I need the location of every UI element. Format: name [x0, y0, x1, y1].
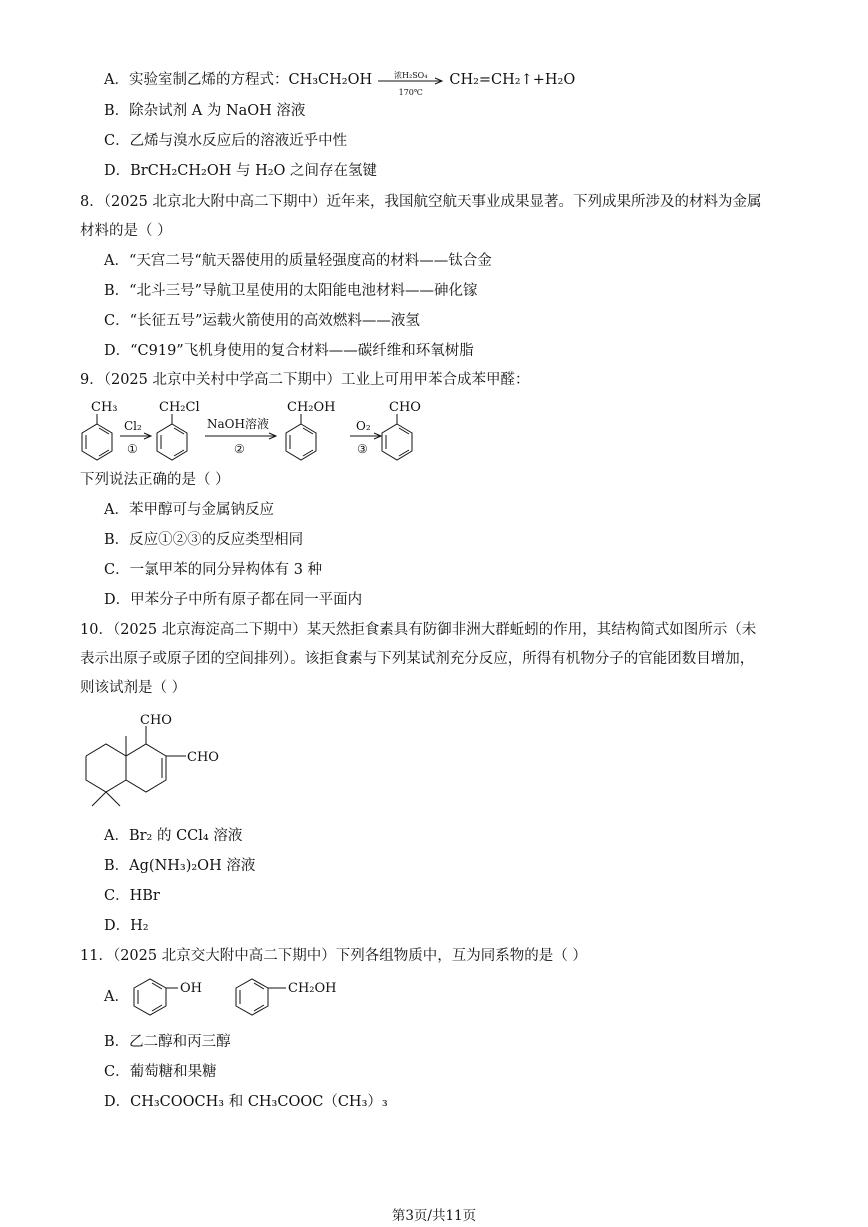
substituent-ch3: CH₃	[91, 400, 118, 415]
q11-option-c: C．葡萄糖和果糖	[104, 1064, 217, 1080]
gem-dimethyl-bond-2	[106, 792, 120, 806]
q9-stem: 9．（2025 北京中关村中学高二下期中）工业上可用甲苯合成苯甲醛：	[80, 372, 530, 388]
decalin-right-ring	[126, 744, 166, 792]
q10-option-a: A．Br₂ 的 CCl₄ 溶液	[104, 828, 243, 844]
q11-option-a-label: A．	[104, 989, 129, 1005]
benzene-ring-toluene	[82, 414, 112, 460]
q8-stem-line2: 材料的是（ ）	[80, 223, 172, 239]
q8-option-a: A．“天宫二号“航天器使用的质量轻强度高的材料——钛合金	[104, 253, 492, 269]
aldehyde-group-2: CHO	[187, 750, 219, 765]
q9-option-a: A．苯甲醇可与金属钠反应	[104, 502, 274, 518]
q7-reactant: CH₃CH₂OH	[288, 72, 373, 88]
q10-option-b: B．Ag(NH₃)₂OH 溶液	[104, 858, 256, 874]
benzene-ring-benzyl-chloride	[157, 414, 187, 460]
q10-option-d: D．H₂	[104, 918, 149, 934]
benzene-ring-benzaldehyde	[382, 414, 412, 460]
q7-option-d: D．BrCH₂CH₂OH 与 H₂O 之间存在氢键	[104, 163, 378, 179]
reaction-arrow	[377, 70, 445, 97]
q11-option-d: D．CH₃COOCH₃ 和 CH₃COOC（CH₃）₃	[104, 1094, 388, 1110]
substituent-cho: CHO	[389, 400, 421, 415]
page-footer: 第3页/共11页	[391, 1208, 477, 1224]
q11-stem: 11．（2025 北京交大附中高二下期中）下列各组物质中，互为同系物的是（ ）	[80, 948, 587, 964]
benzene-ring-phenol	[134, 979, 178, 1015]
q8-stem-line1: 8．（2025 北京北大附中高二下期中）近年来，我国航空航天事业成果显著。下列成果所涉及的材料为金属	[80, 194, 762, 210]
q8-option-d: D．“C919”飞机身使用的复合材料——碳纤维和环氧树脂	[104, 343, 474, 359]
substituent-ch2cl: CH₂Cl	[159, 400, 200, 415]
arrow-cond-top: 浓H₂SO₄	[394, 71, 428, 80]
substituent-ch2oh: CH₂OH	[287, 400, 336, 415]
benzene-ring-benzyl-alcohol	[236, 979, 286, 1015]
q10-option-c: C．HBr	[104, 888, 160, 904]
q7-product: CH₂=CH₂↑+H₂O	[449, 72, 576, 88]
q10-stem-line1: 10．（2025 北京海淀高二下期中）某天然拒食素具有防御非洲大群蚯蚓的作用，其结构简式如图所示（未	[80, 622, 757, 638]
q9-option-c: C．一氯甲苯的同分异构体有 3 种	[104, 562, 323, 578]
benzene-ring-benzyl-alcohol	[286, 414, 316, 460]
q10-stem-line2: 表示出原子或原子团的空间排列）。该拒食素与下列某试剂充分反应，所得有机物分子的官能团数目增加，	[80, 651, 755, 667]
q9-option-b: B．反应①②③的反应类型相同	[104, 532, 304, 548]
q9-option-d: D．甲苯分子中所有原子都在同一平面内	[104, 592, 363, 608]
q8-option-c: C．“长征五号”运载火箭使用的高效燃料——液氢	[104, 313, 420, 329]
q8-option-b: B．“北斗三号”导航卫星使用的太阳能电池材料——砷化镓	[104, 283, 478, 299]
q10-structure	[78, 706, 248, 820]
step-1: ①	[127, 442, 138, 456]
reagent-2: NaOH溶液	[207, 417, 269, 431]
step-3: ③	[357, 442, 368, 456]
decalin-left-ring	[86, 744, 126, 792]
aldehyde-group-1: CHO	[140, 713, 172, 728]
gem-dimethyl-bond-1	[92, 792, 106, 806]
q7-option-a	[104, 70, 576, 97]
q9-reaction-scheme	[78, 394, 438, 468]
q11-option-a-structures	[128, 970, 358, 1030]
q10-stem-line3: 则该试剂是（ ）	[80, 680, 187, 696]
reagent-3: O₂	[356, 419, 371, 433]
reagent-1: Cl₂	[124, 419, 142, 433]
hydroxyl-group: OH	[180, 981, 202, 996]
q7-option-b: B．除杂试剂 A 为 NaOH 溶液	[104, 103, 306, 119]
q7-option-a-label: A．实验室制乙烯的方程式：	[104, 72, 289, 88]
q11-option-b: B．乙二醇和丙三醇	[104, 1034, 231, 1050]
arrow-cond-bottom: 170℃	[398, 88, 423, 97]
q7-option-c: C．乙烯与溴水反应后的溶液近乎中性	[104, 133, 348, 149]
q9-ask: 下列说法正确的是（ ）	[80, 472, 230, 488]
hydroxymethyl-group: CH₂OH	[288, 981, 337, 996]
step-2: ②	[234, 442, 245, 456]
